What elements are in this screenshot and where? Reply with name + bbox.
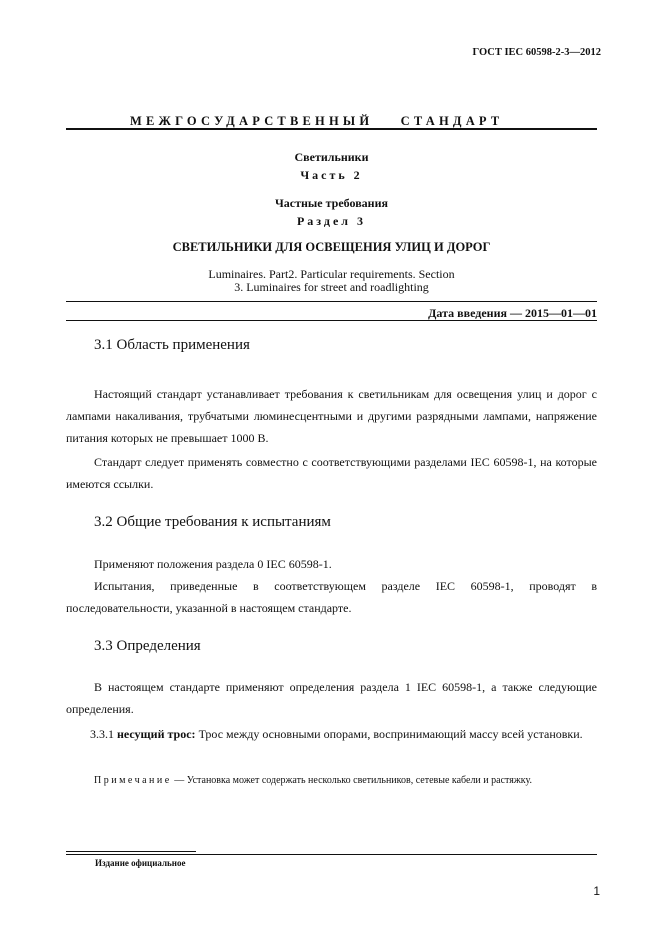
definition-number: 3.3.1: [90, 727, 114, 741]
english-title: [66, 268, 597, 294]
document-code: ГОСТ IEC 60598-2-3—2012: [472, 47, 601, 58]
section-3-2-paragraph-1: Применяют положения раздела 0 IEC 60598-1.: [94, 557, 332, 571]
standard-type-title: МЕЖГОСУДАРСТВЕННЫЙ СТАНДАРТ: [130, 114, 504, 128]
english-title-line-2: 3. Luminaires for street and roadlighting: [234, 280, 429, 294]
definition-text: Трос между основными опорами, воспринимающий массу всей установки.: [198, 727, 583, 741]
introduction-date: Дата введения — 2015—01—01: [428, 306, 597, 320]
title-line-3: Частные требования: [274, 196, 389, 210]
date-divider: [66, 320, 597, 321]
title-divider: [66, 128, 597, 130]
title-line-4: Раздел 3: [296, 214, 367, 228]
title-line-1: Светильники: [294, 150, 369, 164]
note-text: — Установка может содержать несколько светильников, сетевые кабели и растяжку.: [171, 775, 532, 786]
english-title-line-1: Luminaires. Part2. Particular requirements. Section: [208, 267, 455, 281]
definition-3-3-1: [66, 723, 597, 745]
definition-term: несущий трос:: [117, 727, 196, 741]
section-3-2-heading: 3.2 Общие требования к испытаниям: [94, 514, 331, 530]
section-3-1-paragraph-2: Стандарт следует применять совместно с соответствующими разделами IEC 60598-1, на которые имеются ссылки.: [66, 455, 597, 491]
edition-label: Издание официальное: [95, 858, 186, 868]
section-3-1-paragraph-1: Настоящий стандарт устанавливает требования к светильникам для освещения улиц и дорог с лампами накаливания, трубчатыми люминесцентными и другими разрядными лампами, напряжение питания которых не превышает 1000 В.: [66, 387, 597, 445]
section-3-3-paragraph-1: В настоящем стандарте применяют определения раздела 1 IEC 60598-1, а также следующие определения.: [66, 680, 597, 716]
note: [94, 775, 599, 786]
note-label: Примечание: [94, 775, 172, 786]
english-title-divider: [66, 301, 597, 302]
section-3-2-paragraph-2: Испытания, приведенные в соответствующем разделе IEC 60598-1, проводят в последовательности, указанной в настоящем стандарте.: [66, 579, 597, 615]
title-line-2: Часть 2: [300, 168, 363, 182]
section-3-1-heading: 3.1 Область применения: [94, 337, 250, 353]
footer-short-rule: [66, 851, 196, 852]
section-3-3-heading: 3.3 Определения: [94, 638, 201, 654]
main-title: СВЕТИЛЬНИКИ ДЛЯ ОСВЕЩЕНИЯ УЛИЦ И ДОРОГ: [172, 240, 491, 254]
footer-rule: [66, 854, 597, 855]
page-number: 1: [593, 884, 600, 898]
